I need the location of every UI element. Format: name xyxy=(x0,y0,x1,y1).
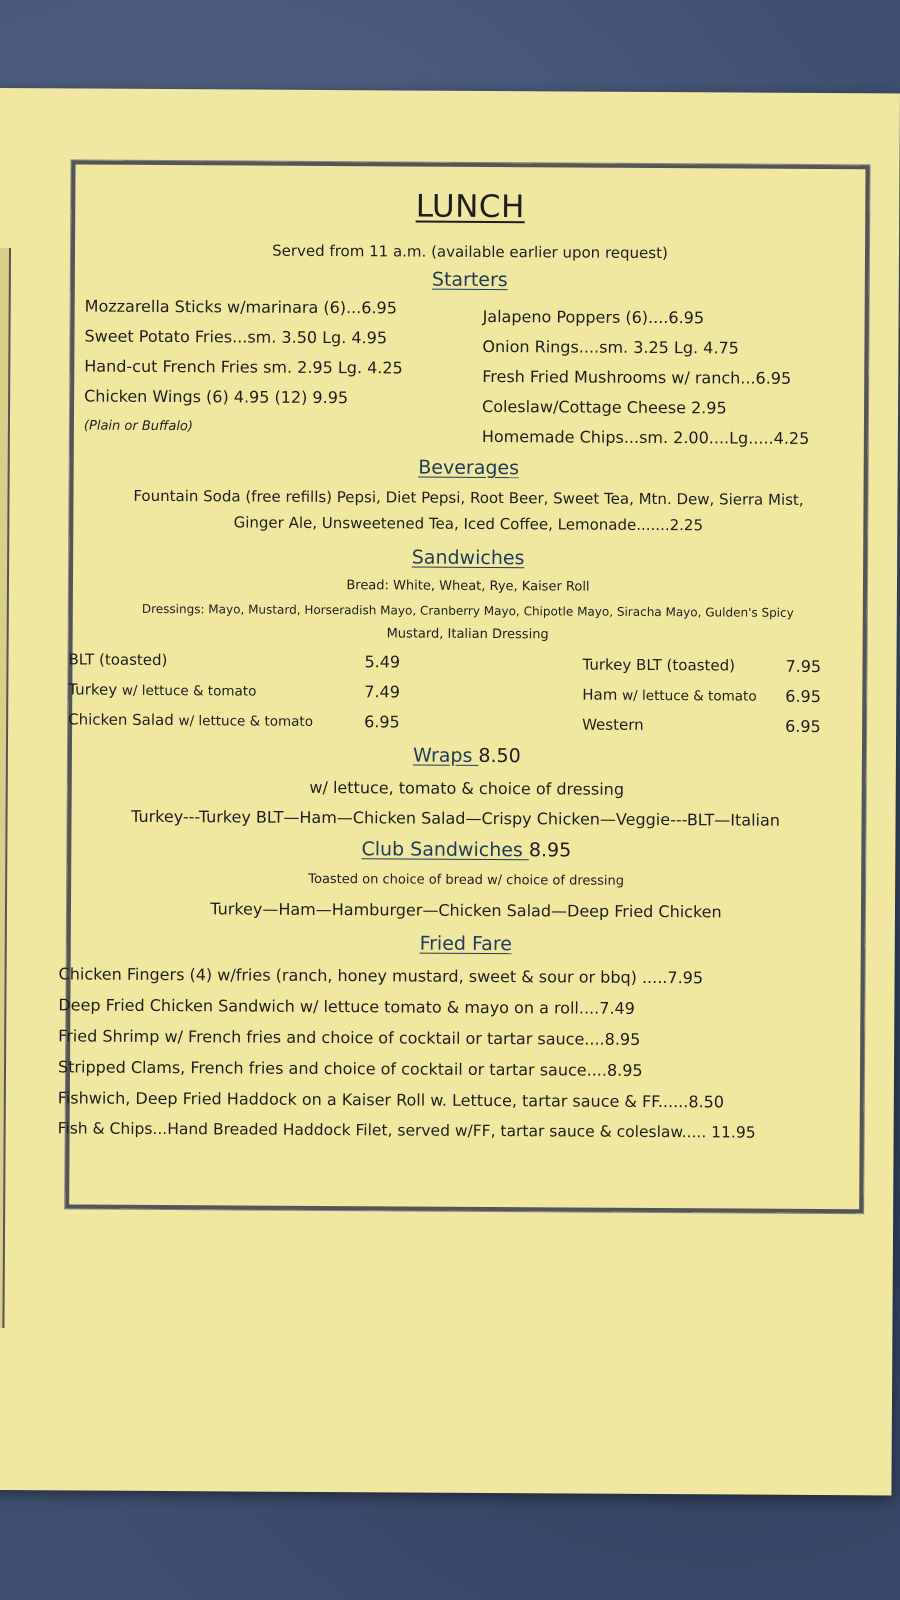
starters-heading: Starters xyxy=(431,268,508,292)
sandwich-name: Western xyxy=(582,715,644,734)
starter-item: Chicken Wings (6) 4.95 (12) 9.95 xyxy=(84,386,349,408)
starter-item: Fresh Fried Mushrooms w/ ranch...6.95 xyxy=(482,366,792,388)
sandwich-price: 7.49 xyxy=(364,682,401,702)
page-fold-edge xyxy=(0,248,11,1328)
club-heading xyxy=(71,836,861,863)
beverages-heading-wrap xyxy=(74,454,864,481)
club-price: 8.95 xyxy=(528,839,572,862)
sandwiches-heading: Sandwiches xyxy=(411,546,525,570)
starter-item: Onion Rings....sm. 3.25 Lg. 4.75 xyxy=(482,336,739,358)
menu-page xyxy=(0,88,900,1495)
club-description: Toasted on choice of bread w/ choice of dressing xyxy=(308,871,625,889)
bread-options: Bread: White, Wheat, Rye, Kaiser Roll xyxy=(346,578,590,595)
fried-item: Fried Shrimp w/ French fries and choice of cocktail or tartar sauce....8.95 xyxy=(58,1026,641,1049)
sandwich-name: Ham w/ lettuce & tomato xyxy=(582,685,757,705)
fried-fare-heading: Fried Fare xyxy=(419,932,513,956)
fried-item: Stripped Clams, French fries and choice of cocktail or tartar sauce....8.95 xyxy=(57,1057,643,1080)
sandwich-price: 6.95 xyxy=(364,712,400,732)
fried-heading-wrap xyxy=(71,930,861,957)
starter-item: Homemade Chips...sm. 2.00....Lg.....4.25 xyxy=(481,426,810,448)
beverages-heading: Beverages xyxy=(418,456,520,480)
starter-item: Hand-cut French Fries sm. 2.95 Lg. 4.25 xyxy=(84,356,403,378)
fried-item: Deep Fried Chicken Sandwich w/ lettuce tomato & mayo on a roll....7.49 xyxy=(58,995,635,1018)
sandwich-name: Turkey w/ lettuce & tomato xyxy=(68,680,257,700)
wraps-heading xyxy=(72,742,862,769)
sandwiches-heading-wrap xyxy=(73,544,863,571)
sandwich-price: 7.95 xyxy=(785,656,822,677)
dressing-options: Mustard, Italian Dressing xyxy=(386,626,549,643)
starter-item: Mozzarella Sticks w/marinara (6)...6.95 xyxy=(84,296,397,318)
served-hours: Served from 11 a.m. (available earlier upon request) xyxy=(272,241,668,263)
starter-item: Jalapeno Poppers (6)....6.95 xyxy=(482,306,705,328)
fried-item: Fishwich, Deep Fried Haddock on a Kaiser Roll w. Lettuce, tartar sauce & FF......8.50 xyxy=(57,1088,725,1112)
sandwich-price: 6.95 xyxy=(785,716,821,737)
starter-item: Coleslaw/Cottage Cheese 2.95 xyxy=(482,396,727,418)
sandwich-price: 6.95 xyxy=(785,686,821,707)
wraps-description: w/ lettuce, tomato & choice of dressing xyxy=(309,777,625,799)
dressing-options: Dressings: Mayo, Mustard, Horseradish Mayo, Cranberry Mayo, Chipotle Mayo, Siracha Mayo, Gulden's Spicy xyxy=(141,601,794,620)
menu-title: LUNCH xyxy=(415,188,525,226)
starters-heading-wrap xyxy=(75,266,865,293)
club-items: Turkey—Ham—Hamburger—Chicken Salad—Deep Fried Chicken xyxy=(210,899,722,922)
starter-note: (Plain or Buffalo) xyxy=(83,418,194,435)
sandwich-name: Turkey BLT (toasted) xyxy=(582,655,736,675)
fried-item: Chicken Fingers (4) w/fries (ranch, honey mustard, sweet & sour or bbq) .....7.95 xyxy=(58,964,704,988)
club-label: Club Sandwiches xyxy=(361,838,529,862)
sandwich-price: 5.49 xyxy=(364,652,401,672)
wraps-price: 8.50 xyxy=(478,744,521,768)
fried-item: Fish & Chips...Hand Breaded Haddock Filet, served w/FF, tartar sauce & coleslaw..... 11.95 xyxy=(57,1119,756,1142)
menu-border-frame xyxy=(57,160,869,1213)
beverages-line: Ginger Ale, Unsweetened Tea, Iced Coffee, Lemonade.......2.25 xyxy=(233,513,704,535)
wraps-items: Turkey---Turkey BLT—Ham—Chicken Salad—Crispy Chicken—Veggie---BLT—Italian xyxy=(131,806,781,830)
beverages-line: Fountain Soda (free refills) Pepsi, Diet Pepsi, Root Beer, Sweet Tea, Mtn. Dew, Sierra Mist, xyxy=(133,486,804,509)
starter-item: Sweet Potato Fries...sm. 3.50 Lg. 4.95 xyxy=(84,326,388,348)
sandwich-name: BLT (toasted) xyxy=(68,650,168,670)
sandwich-name: Chicken Salad w/ lettuce & tomato xyxy=(68,710,314,730)
wraps-label: Wraps xyxy=(413,744,479,767)
